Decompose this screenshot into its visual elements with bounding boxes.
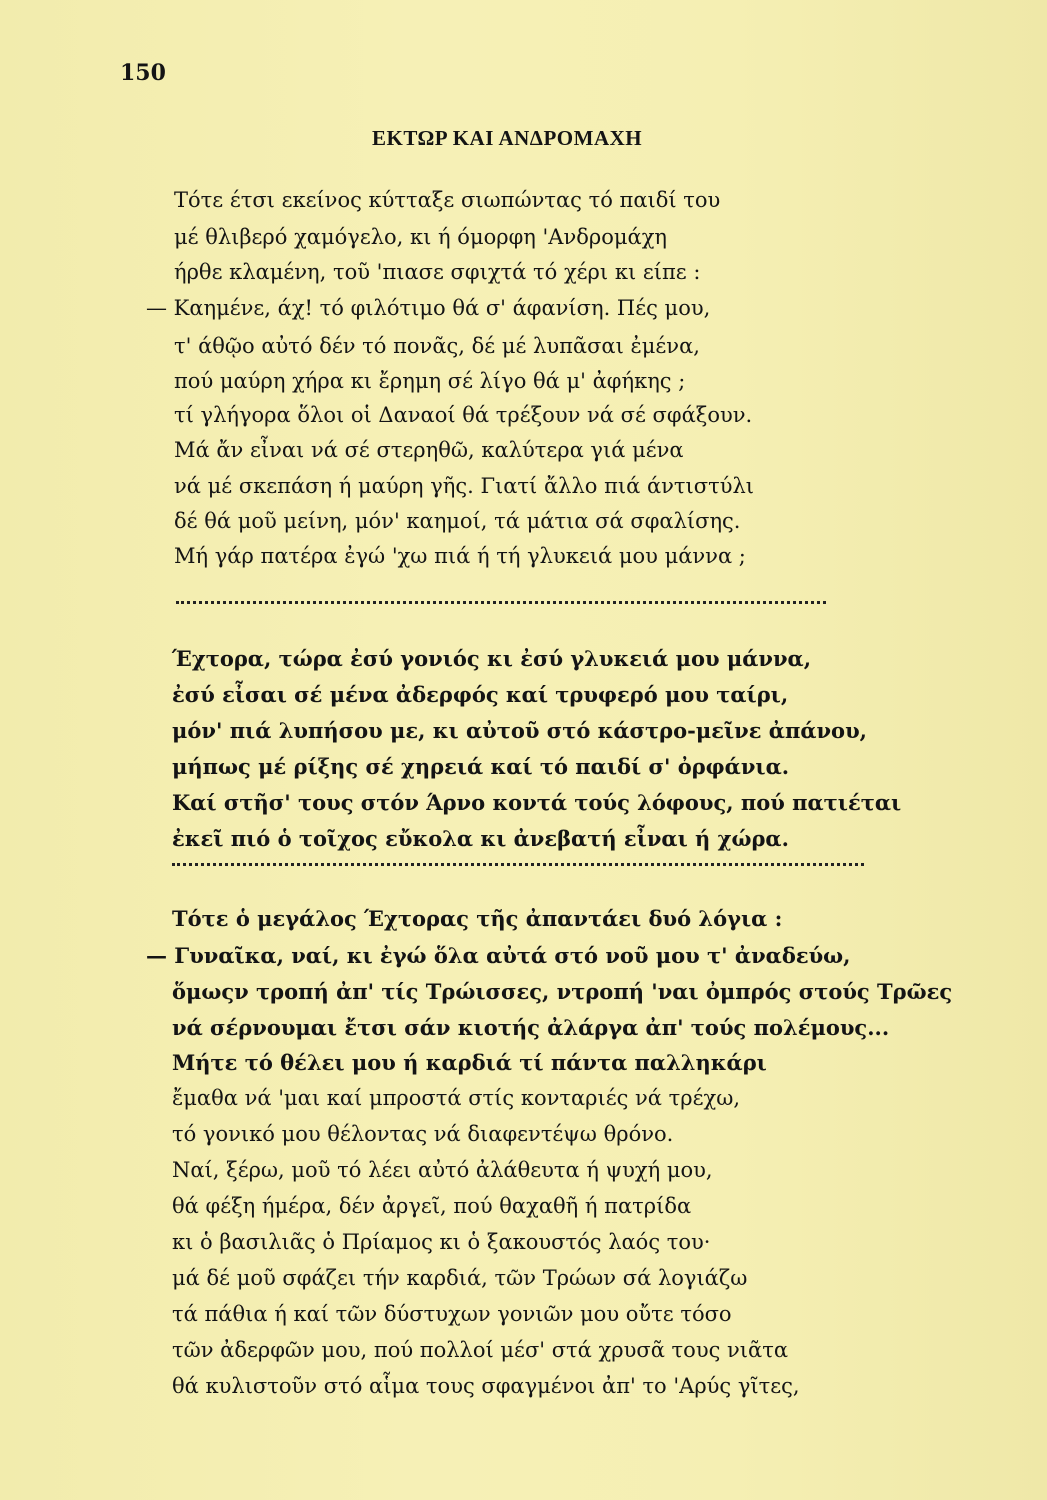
verse-line: μέ θλιβερό χαμόγελο, κι ή όμορφη 'Ανδρομάχη [174,225,668,249]
verse-line: μόν' πιά λυπήσου με, κι αὐτοῦ στό κάστρο-μεῖνε ἀπάνου, [172,718,867,743]
verse-line: πού μαύρη χήρα κι ἔρημη σέ λίγο θά μ' ἀφήκης ; [174,369,686,393]
verse-line: Έχτορα, τώρα ἐσύ γονιός κι ἐσύ γλυκειά μου μάννα, [172,646,812,671]
verse-line: Καί στῆσ' τους στόν Άρνο κοντά τούς λόφους, πού πατιέται [172,790,902,815]
verse-line: τ' άθῷο αὐτό δέν τό πονᾶς, δέ μέ λυπᾶσαι ἐμένα, [174,334,700,358]
verse-line: ἐσύ εἶσαι σέ μένα ἀδερφός καί τρυφερό μου ταίρι, [172,682,789,707]
verse-line: ὅμωςν τροπή ἀπ' τίς Τρώισσες, ντροπή 'ναι ὀμπρός στούς Τρῶες [172,979,953,1004]
page-number: 150 [120,60,166,86]
verse-line: δέ θά μοῦ μείνη, μόν' καημοί, τά μάτια σά σφαλίσης. [174,509,741,533]
verse-line: θά φέξη ήμέρα, δέν ἀργεῖ, πού θαχαθῆ ή πατρίδα [172,1194,692,1218]
verse-line: Τότε ὁ μεγάλος Έχτορας τῆς ἀπαντάει δυό λόγια : [172,906,783,931]
ellipsis-divider [176,601,826,604]
page-title: ΕΚΤΩΡ ΚΑΙ ΑΝΔΡΟΜΑΧΗ [372,126,643,150]
verse-line: ήρθε κλαμένη, τοῦ 'πιασε σφιχτά τό χέρι κι είπε : [174,260,701,284]
verse-line: ἐκεῖ πιό ὁ τοῖχος εὔκολα κι ἀνεβατή εἶναι ή χώρα. [172,826,789,851]
verse-line: Ναί, ξέρω, μοῦ τό λέει αὐτό ἀλάθευτα ή ψυχή μου, [172,1158,713,1182]
verse-line: Τότε έτσι εκείνος κύτταξε σιωπώντας τό παιδί του [174,188,721,212]
verse-line: μά δέ μοῦ σφάζει τήν καρδιά, τῶν Τρώων σά λογιάζω [172,1266,748,1290]
verse-line: μήπως μέ ρίξης σέ χηρειά καί τό παιδί σ' ὀρφάνια. [172,754,790,779]
verse-line: νά σέρνουμαι ἔτσι σάν κιοτής ἀλάργα ἀπ' τούς πολέμους... [172,1015,890,1040]
verse-line: τί γλήγορα ὅλοι οἱ Δαναοί θά τρέξουν νά σέ σφάξουν. [174,403,753,427]
verse-line: κι ὁ βασιλιᾶς ὁ Πρίαμος κι ὁ ξακουστός λαός του· [172,1230,711,1254]
verse-line: ἔμαθα νά 'μαι καί μπροστά στίς κονταριές νά τρέχω, [172,1086,741,1110]
verse-line: Μά ἄν εἶναι νά σέ στερηθῶ, καλύτερα γιά μένα [174,438,684,462]
verse-line: — Γυναῖκα, ναί, κι ἐγώ ὅλα αὐτά στό νοῦ μου τ' ἀναδεύω, [146,943,851,968]
verse-line: — Καημένε, άχ! τό φιλότιμο θά σ' άφανίση. Πές μου, [146,296,711,320]
verse-line: νά μέ σκεπάση ή μαύρη γῆς. Γιατί ἄλλο πιά άντιστύλι [174,474,755,498]
verse-line: Μήτε τό θέλει μου ή καρδιά τί πάντα παλληκάρι [172,1050,767,1075]
verse-line: θά κυλιστοῦν στό αἷμα τους σφαγμένοι ἀπ' το 'Αρύς γῖτες, [172,1374,800,1398]
verse-line: Μή γάρ πατέρα ἐγώ 'χω πιά ή τή γλυκειά μου μάννα ; [174,544,746,568]
verse-line: τά πάθια ή καί τῶν δύστυχων γονιῶν μου οὔτε τόσο [172,1302,732,1326]
verse-line: τῶν ἀδερφῶν μου, πού πολλοί μέσ' στά χρυσᾶ τους νιᾶτα [172,1338,789,1362]
ellipsis-divider [172,863,864,866]
verse-line: τό γονικό μου θέλοντας νά διαφεντέψω θρόνο. [172,1122,674,1146]
